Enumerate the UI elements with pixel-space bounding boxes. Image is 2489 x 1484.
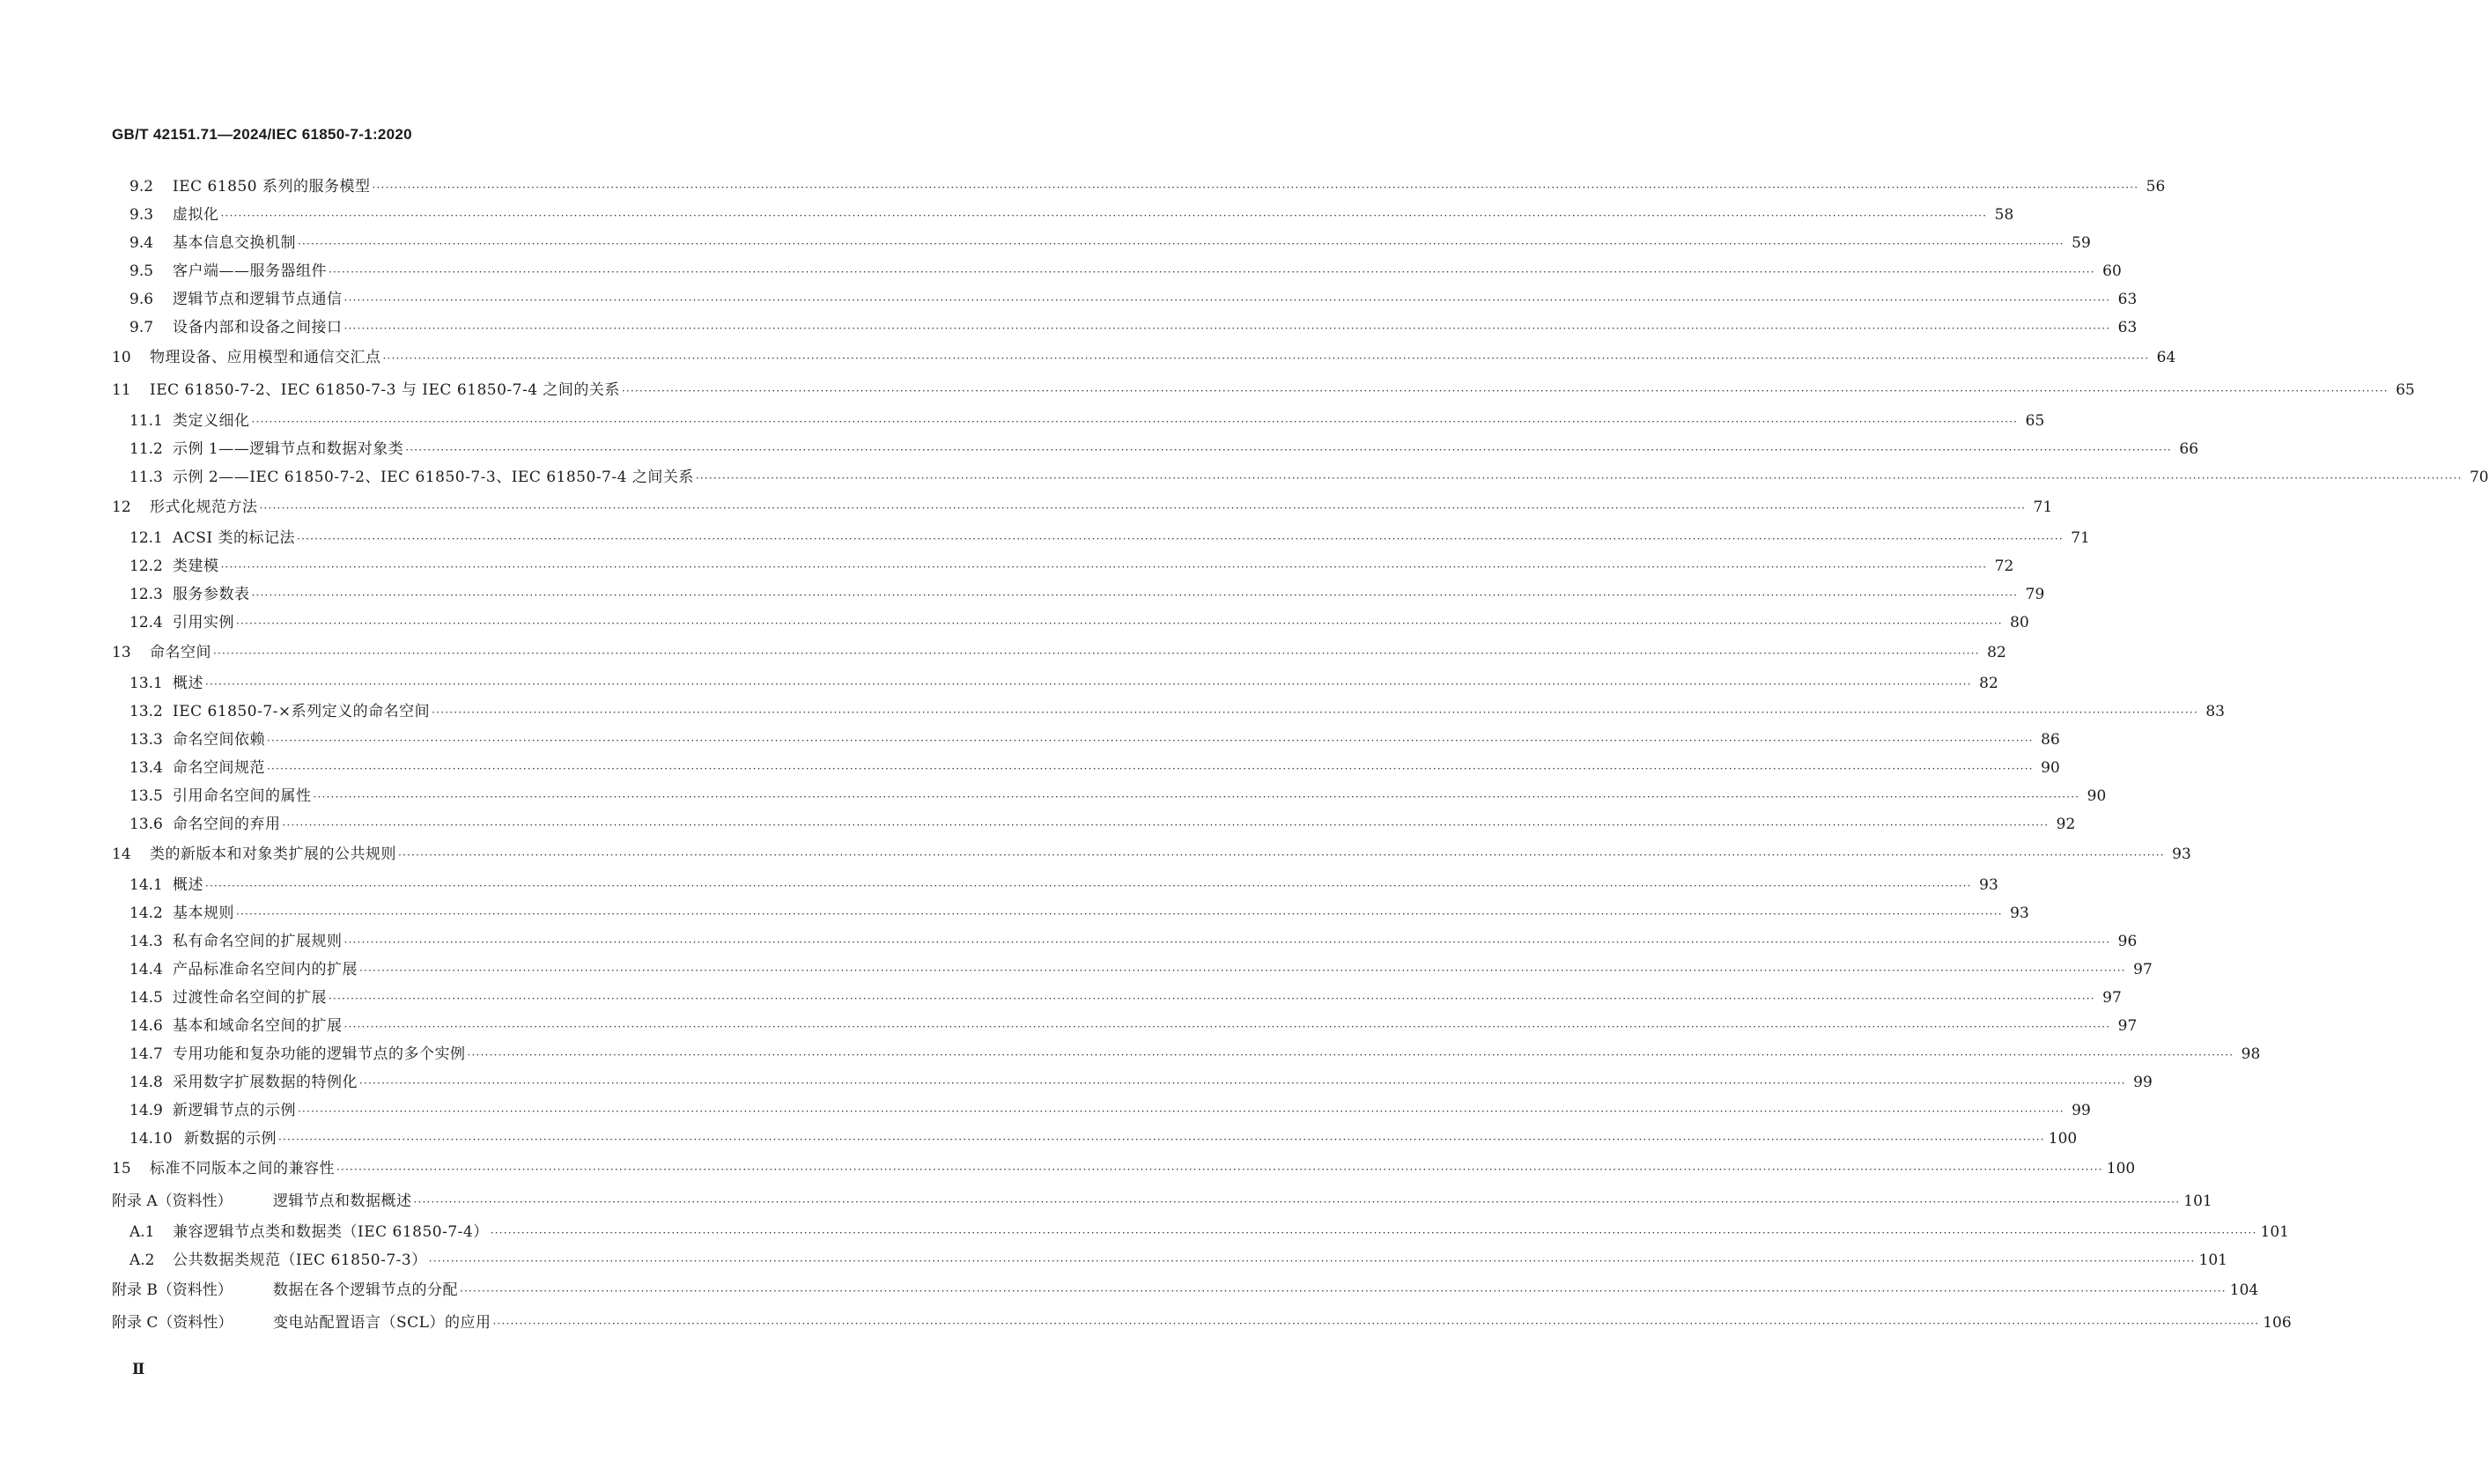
toc-leader-dots: ················································································································································································································································································································································································································	[343, 936, 2111, 949]
toc-entry-title: 概述	[173, 876, 203, 894]
toc-entry-title: 数据在各个逻辑节点的分配	[273, 1281, 458, 1299]
toc-entry-title: 命名空间依赖	[173, 731, 265, 749]
toc-entry-number: 11	[112, 381, 131, 399]
toc-entry[interactable]	[112, 342, 2176, 374]
toc-entry-page: 63	[2117, 291, 2138, 308]
toc-entry[interactable]	[112, 407, 2045, 435]
toc-entry-title: 虚拟化	[173, 206, 219, 224]
toc-entry-number: 14.10	[129, 1130, 173, 1148]
toc-entry[interactable]	[112, 899, 2029, 927]
toc-entry-page: 106	[2263, 1314, 2292, 1332]
toc-leader-dots: ················································································································································································································································································································································································································	[267, 735, 2034, 747]
toc-entry[interactable]	[112, 463, 2489, 491]
toc-entry-page: 66	[2179, 440, 2199, 458]
toc-leader-dots: ················································································································································································································································································································································································································	[220, 210, 1988, 222]
toc-entry[interactable]	[112, 726, 2060, 754]
toc-entry[interactable]	[112, 956, 2153, 984]
toc-entry-title: 形式化规范方法	[150, 498, 258, 516]
toc-leader-dots: ················································································································································································································································································································································································································	[372, 181, 2139, 194]
toc-entry-title: 示例 1——逻辑节点和数据对象类	[173, 440, 404, 458]
toc-entry-page: 101	[2198, 1251, 2227, 1269]
toc-entry-number: 9.3	[129, 206, 154, 224]
toc-entry-title: 过渡性命名空间的扩展	[173, 989, 327, 1007]
toc-entry-page: 90	[2086, 787, 2107, 805]
toc-leader-dots: ················································································································································································································································································································································································································	[343, 1021, 2111, 1033]
toc-leader-dots: ················································································································································································································································································································································································································	[343, 322, 2111, 335]
toc-leader-dots: ················································································································································································································································································································································································································	[236, 908, 2003, 920]
toc-entry[interactable]	[112, 984, 2122, 1012]
toc-entry-title: 基本规则	[173, 904, 234, 922]
toc-entry-page: 86	[2041, 731, 2060, 749]
toc-entry[interactable]	[112, 257, 2122, 285]
toc-entry-page: 99	[2133, 1074, 2153, 1091]
toc-entry-page: 65	[2396, 381, 2415, 399]
toc-leader-dots: ················································································································································································································································································································································································································	[382, 352, 2150, 365]
toc-entry-page: 65	[2025, 412, 2045, 430]
toc-leader-dots: ················································································································································································································································································································································································································	[432, 706, 2198, 719]
toc-entry-title: 类的新版本和对象类扩展的公共规则	[150, 845, 396, 863]
toc-entry-title: 服务参数表	[173, 586, 250, 603]
toc-entry-title: 命名空间	[150, 644, 211, 661]
toc-entry-title: 基本和域命名空间的扩展	[173, 1017, 343, 1035]
toc-entry-number: 12.2	[129, 557, 163, 575]
toc-leader-dots: ················································································································································································································································································································································································································	[492, 1318, 2260, 1330]
toc-entry-number: 14.2	[129, 904, 163, 922]
toc-entry[interactable]	[112, 374, 2415, 407]
toc-entry[interactable]	[112, 491, 2053, 524]
toc-leader-dots: ················································································································································································································································································································································································································	[278, 1133, 2045, 1146]
toc-entry-number: 9.2	[129, 178, 154, 196]
toc-entry-number: 附录 B（资料性）	[112, 1281, 233, 1299]
page-number: Ⅱ	[132, 1361, 145, 1378]
toc-leader-dots: ················································································································································································································································································································································································································	[313, 791, 2080, 803]
toc-entry[interactable]	[112, 1274, 2259, 1307]
toc-entry-page: 100	[2048, 1130, 2078, 1148]
toc-entry[interactable]	[112, 927, 2138, 956]
toc-entry-number: 12	[112, 498, 131, 516]
toc-entry-title: 专用功能和复杂功能的逻辑节点的多个实例	[173, 1045, 466, 1063]
toc-entry-page: 101	[2260, 1223, 2289, 1241]
toc-entry-page: 97	[2102, 989, 2122, 1007]
toc-entry-title: 示例 2——IEC 61850-7-2、IEC 61850-7-3、IEC 61850-7-4 之间关系	[173, 469, 694, 486]
toc-leader-dots: ················································································································································································································································································································································································································	[205, 880, 1972, 892]
toc-entry[interactable]	[112, 524, 2090, 552]
toc-entry-page: 104	[2229, 1281, 2259, 1299]
toc-entry-page: 82	[1987, 644, 2006, 661]
toc-entry[interactable]	[112, 669, 1998, 698]
table-of-contents	[112, 173, 2489, 1340]
toc-entry[interactable]	[112, 1068, 2153, 1096]
toc-entry-page: 56	[2146, 178, 2166, 196]
toc-entry-page: 72	[1994, 557, 2014, 575]
toc-leader-dots: ················································································································································································································································································································································································································	[205, 678, 1972, 690]
toc-leader-dots: ················································································································································································································································································································································································································	[343, 294, 2111, 306]
toc-leader-dots: ················································································································································································································································································································································································································	[297, 533, 2064, 545]
toc-entry-page: 60	[2102, 262, 2122, 280]
toc-entry-title: 引用命名空间的属性	[173, 787, 312, 805]
toc-entry[interactable]	[112, 1012, 2138, 1040]
toc-entry[interactable]	[112, 1040, 2261, 1068]
toc-entry[interactable]	[112, 871, 1998, 899]
toc-entry-page: 97	[2117, 1017, 2138, 1035]
toc-entry-number: 14.7	[129, 1045, 163, 1063]
toc-entry-number: 12.1	[129, 529, 163, 547]
toc-entry-title: IEC 61850-7-2、IEC 61850-7-3 与 IEC 61850-7-4 之间的关系	[150, 381, 620, 399]
toc-entry-number: 14	[112, 845, 131, 863]
toc-entry[interactable]	[112, 1096, 2091, 1125]
toc-entry[interactable]	[112, 552, 2014, 580]
toc-entry-number: 15	[112, 1160, 131, 1178]
toc-entry-title: 标准不同版本之间的兼容性	[150, 1160, 335, 1178]
toc-entry-page: 99	[2072, 1102, 2091, 1119]
toc-entry-page: 90	[2041, 759, 2060, 777]
toc-entry-title: 客户端——服务器组件	[173, 262, 327, 280]
toc-entry-title: 公共数据类规范（IEC 61850-7-3）	[173, 1251, 427, 1269]
toc-entry-title: 基本信息交换机制	[173, 234, 296, 252]
toc-entry-page: 82	[1979, 675, 1998, 692]
toc-leader-dots: ················································································································································································································································································································································································································	[413, 1196, 2181, 1208]
toc-leader-dots: ················································································································································································································································································································································································································	[398, 849, 2165, 861]
toc-entry-title: 概述	[173, 675, 203, 692]
toc-leader-dots: ················································································································································································································································································································································································································	[460, 1285, 2227, 1297]
toc-entry-number: 9.5	[129, 262, 154, 280]
toc-leader-dots: ················································································································································································································································································································································································································	[359, 964, 2126, 977]
toc-entry[interactable]	[112, 201, 2014, 229]
toc-leader-dots: ················································································································································································································································································································································································································	[251, 589, 2019, 602]
toc-entry-title: 命名空间的弃用	[173, 816, 281, 833]
toc-leader-dots: ················································································································································································································································································································································································································	[336, 1163, 2103, 1176]
toc-leader-dots: ················································································································································································································································································································································································································	[467, 1049, 2234, 1061]
toc-entry-page: 63	[2117, 319, 2138, 336]
toc-leader-dots: ················································································································································································································································································································································································································	[695, 472, 2463, 484]
toc-entry[interactable]	[112, 435, 2199, 463]
toc-entry-number: 11.2	[129, 440, 163, 458]
toc-entry-title: IEC 61850-7-×系列定义的命名空间	[173, 703, 431, 720]
toc-entry-title: 逻辑节点和数据概述	[273, 1192, 412, 1210]
toc-entry[interactable]	[112, 609, 2029, 637]
toc-entry-page: 71	[2071, 529, 2090, 547]
toc-leader-dots: ················································································································································································································································································································································································································	[251, 416, 2019, 428]
toc-entry-page: 58	[1994, 206, 2014, 224]
toc-entry-title: 设备内部和设备之间接口	[173, 319, 343, 336]
toc-entry-page: 64	[2156, 349, 2176, 366]
toc-entry-title: 物理设备、应用模型和通信交汇点	[150, 349, 381, 366]
toc-entry[interactable]	[112, 698, 2225, 726]
toc-entry-title: 变电站配置语言（SCL）的应用	[273, 1314, 491, 1332]
toc-entry[interactable]	[112, 1125, 2078, 1153]
toc-entry-number: 13.5	[129, 787, 163, 805]
toc-entry-number: 9.6	[129, 291, 154, 308]
toc-entry[interactable]	[112, 1218, 2289, 1246]
toc-entry-title: 产品标准命名空间内的扩展	[173, 961, 358, 978]
toc-leader-dots: ················································································································································································································································································································································································································	[267, 763, 2034, 775]
toc-entry-page: 101	[2183, 1192, 2212, 1210]
toc-entry-number: 9.4	[129, 234, 154, 252]
toc-entry-number: 附录 C（资料性）	[112, 1314, 233, 1332]
toc-leader-dots: ················································································································································································································································································································································································································	[359, 1077, 2126, 1089]
toc-entry-page: 98	[2241, 1045, 2261, 1063]
toc-entry-number: 14.4	[129, 961, 163, 978]
toc-entry-title: 采用数字扩展数据的特例化	[173, 1074, 358, 1091]
toc-entry-number: 13.1	[129, 675, 163, 692]
toc-entry-number: 14.6	[129, 1017, 163, 1035]
toc-entry-number: 14.9	[129, 1102, 163, 1119]
toc-leader-dots: ················································································································································································································································································································································································································	[490, 1227, 2257, 1239]
toc-entry-page: 97	[2133, 961, 2153, 978]
toc-entry-number: 14.1	[129, 876, 163, 894]
toc-leader-dots: ················································································································································································································································································································································································································	[428, 1255, 2196, 1267]
toc-entry-page: 70	[2469, 469, 2489, 486]
toc-leader-dots: ················································································································································································································································································································································································································	[405, 444, 2173, 456]
toc-entry-page: 92	[2056, 816, 2076, 833]
toc-entry[interactable]	[112, 754, 2060, 782]
toc-entry-number: 14.5	[129, 989, 163, 1007]
toc-leader-dots: ················································································································································································································································································································································································································	[329, 993, 2095, 1005]
toc-entry-page: 93	[2172, 845, 2191, 863]
toc-entry-title: 引用实例	[173, 614, 234, 631]
toc-entry-number: 11.3	[129, 469, 163, 486]
toc-leader-dots: ················································································································································································································································································································································································································	[298, 1105, 2064, 1118]
toc-entry[interactable]	[112, 580, 2045, 609]
toc-entry-number: A.2	[129, 1251, 155, 1269]
toc-entry-page: 93	[2010, 904, 2029, 922]
toc-leader-dots: ················································································································································································································································································································································································································	[213, 647, 1980, 660]
toc-entry-page: 79	[2025, 586, 2045, 603]
toc-entry-number: 13.6	[129, 816, 163, 833]
toc-entry-title: 类定义细化	[173, 412, 250, 430]
toc-entry[interactable]	[112, 173, 2166, 201]
toc-entry-number: 13.3	[129, 731, 163, 749]
toc-entry[interactable]	[112, 1185, 2212, 1218]
toc-entry-title: 新逻辑节点的示例	[173, 1102, 296, 1119]
toc-leader-dots: ················································································································································································································································································································································································································	[220, 561, 1988, 573]
toc-entry[interactable]	[112, 229, 2091, 257]
toc-entry[interactable]	[112, 782, 2107, 810]
toc-entry-title: 私有命名空间的扩展规则	[173, 933, 343, 950]
toc-entry[interactable]	[112, 838, 2191, 871]
toc-entry[interactable]	[112, 637, 2006, 669]
toc-entry-number: 14.3	[129, 933, 163, 950]
toc-entry-title: 兼容逻辑节点类和数据类（IEC 61850-7-4）	[173, 1223, 489, 1241]
toc-entry[interactable]	[112, 1307, 2292, 1340]
toc-entry-page: 83	[2205, 703, 2225, 720]
toc-entry-number: 12.3	[129, 586, 163, 603]
toc-entry[interactable]	[112, 285, 2138, 314]
standard-header: GB/T 42151.71—2024/IEC 61850-7-1:2020	[112, 126, 412, 143]
toc-entry-page: 93	[1979, 876, 1998, 894]
toc-entry-title: 逻辑节点和逻辑节点通信	[173, 291, 343, 308]
toc-entry[interactable]	[112, 810, 2076, 838]
toc-entry-page: 59	[2072, 234, 2091, 252]
toc-entry[interactable]	[112, 1246, 2227, 1274]
toc-leader-dots: ················································································································································································································································································································································································································	[298, 238, 2064, 250]
toc-entry-page: 100	[2106, 1160, 2136, 1178]
toc-entry-number: 9.7	[129, 319, 154, 336]
toc-entry-title: IEC 61850 系列的服务模型	[173, 178, 371, 196]
toc-entry-page: 96	[2117, 933, 2138, 950]
toc-entry[interactable]	[112, 1153, 2136, 1185]
toc-entry-title: 类建模	[173, 557, 219, 575]
toc-entry-title: ACSI 类的标记法	[173, 529, 296, 547]
toc-entry-number: A.1	[129, 1223, 155, 1241]
toc-leader-dots: ················································································································································································································································································································································································································	[621, 385, 2389, 397]
toc-entry-number: 13	[112, 644, 131, 661]
toc-leader-dots: ················································································································································································································································································································································································································	[259, 502, 2027, 514]
toc-entry-number: 11.1	[129, 412, 163, 430]
toc-entry-number: 附录 A（资料性）	[112, 1192, 233, 1210]
toc-leader-dots: ················································································································································································································································································································································································································	[329, 266, 2095, 278]
toc-entry[interactable]	[112, 314, 2138, 342]
toc-entry-number: 13.4	[129, 759, 163, 777]
toc-leader-dots: ················································································································································································································································································································································································································	[282, 819, 2050, 831]
toc-entry-title: 命名空间规范	[173, 759, 265, 777]
toc-entry-title: 新数据的示例	[184, 1130, 277, 1148]
toc-entry-number: 13.2	[129, 703, 163, 720]
toc-entry-page: 71	[2033, 498, 2053, 516]
toc-entry-number: 12.4	[129, 614, 163, 631]
toc-entry-page: 80	[2010, 614, 2029, 631]
toc-entry-number: 14.8	[129, 1074, 163, 1091]
toc-entry-number: 10	[112, 349, 131, 366]
toc-leader-dots: ················································································································································································································································································································································································································	[236, 617, 2003, 630]
